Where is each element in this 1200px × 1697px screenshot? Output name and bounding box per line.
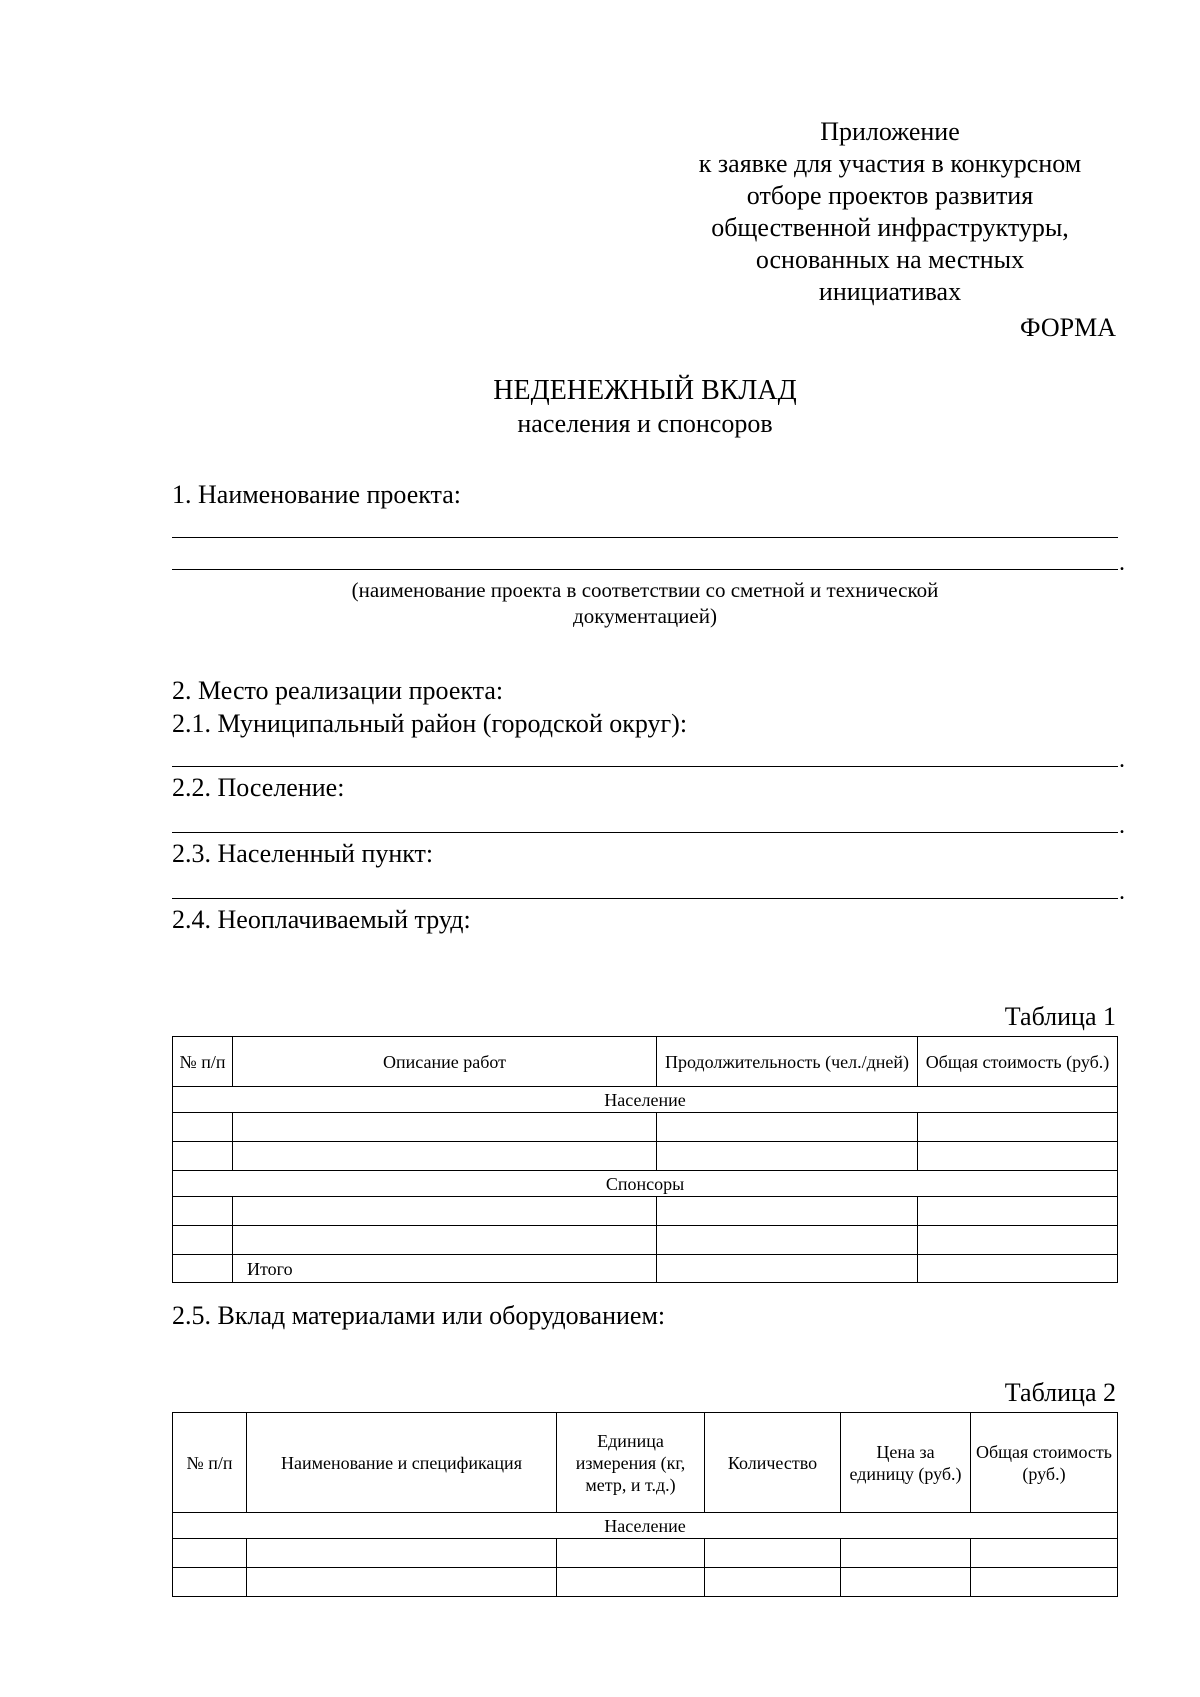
- cell-total[interactable]: [918, 1113, 1118, 1142]
- cell-total[interactable]: [918, 1226, 1118, 1255]
- annex-block: [670, 116, 1110, 308]
- section2-2-label: 2.2. Поселение:: [172, 773, 345, 802]
- section2-label: 2. Место реализации проекта:: [172, 676, 504, 705]
- document-title: НЕДЕНЕЖНЫЙ ВКЛАД: [493, 375, 797, 406]
- document-subtitle: населения и спонсоров: [517, 409, 773, 438]
- annex-line: отборе проектов развития: [746, 181, 1034, 210]
- table-row: [173, 1142, 1118, 1171]
- annex-line: к заявке для участия в конкурсном: [698, 149, 1082, 178]
- line-end-dot: .: [1119, 813, 1125, 839]
- cell-duration[interactable]: [657, 1255, 918, 1283]
- header-name: Наименование и спецификация: [247, 1413, 557, 1513]
- line-end-dot: .: [1119, 879, 1125, 905]
- cell-num[interactable]: [173, 1197, 233, 1226]
- table-row: [173, 1197, 1118, 1226]
- cell-total[interactable]: [971, 1568, 1118, 1597]
- section1-label: 1. Наименование проекта:: [172, 480, 461, 509]
- group-row-population: [173, 1087, 1118, 1113]
- header-num: № п/п: [173, 1413, 247, 1513]
- annex-line: общественной инфраструктуры,: [711, 213, 1069, 242]
- cell-total[interactable]: [918, 1197, 1118, 1226]
- table-row: [173, 1113, 1118, 1142]
- cell-duration[interactable]: [657, 1142, 918, 1171]
- cell-description[interactable]: [233, 1142, 657, 1171]
- group-label: Население: [173, 1087, 1118, 1113]
- table-unpaid-labor: [172, 1036, 1118, 1283]
- group-row-sponsors: [173, 1171, 1118, 1197]
- cell-num[interactable]: [173, 1568, 247, 1597]
- group-label: Население: [173, 1513, 1118, 1539]
- cell-price[interactable]: [841, 1539, 971, 1568]
- header-description: Описание работ: [233, 1037, 657, 1087]
- table1-caption: Таблица 1: [1004, 1002, 1116, 1031]
- section2-3-label: 2.3. Населенный пункт:: [172, 839, 434, 868]
- annex-line: Приложение: [820, 117, 960, 146]
- table-row: [173, 1226, 1118, 1255]
- cell-name[interactable]: [247, 1539, 557, 1568]
- header-num: № п/п: [173, 1037, 233, 1087]
- header-total: Общая стоимость (руб.): [971, 1413, 1118, 1513]
- cell-num[interactable]: [173, 1226, 233, 1255]
- table-header-row: [173, 1037, 1118, 1087]
- section2-4-label: 2.4. Неоплачиваемый труд:: [172, 905, 471, 934]
- project-name-line-2[interactable]: [172, 569, 1118, 570]
- cell-unit[interactable]: [557, 1539, 705, 1568]
- line-end-dot: .: [1119, 550, 1125, 576]
- table-row: [173, 1568, 1118, 1597]
- cell-duration[interactable]: [657, 1197, 918, 1226]
- cell-total[interactable]: [971, 1539, 1118, 1568]
- annex-line: основанных на местных: [755, 245, 1025, 274]
- cell-quantity[interactable]: [705, 1539, 841, 1568]
- table-total-row: [173, 1255, 1118, 1283]
- settlement-line[interactable]: [172, 832, 1118, 833]
- line-end-dot: .: [1119, 747, 1125, 773]
- locality-line[interactable]: [172, 898, 1118, 899]
- section2-5-label: 2.5. Вклад материалами или оборудованием:: [172, 1301, 666, 1330]
- header-unit: Единица измерения (кг, метр, и т.д.): [557, 1413, 705, 1513]
- table-materials: [172, 1412, 1118, 1597]
- cell-total[interactable]: [918, 1255, 1118, 1283]
- project-name-line-1[interactable]: [172, 537, 1118, 538]
- form-label: ФОРМА: [1020, 313, 1116, 342]
- table-row: [173, 1539, 1118, 1568]
- cell-duration[interactable]: [657, 1226, 918, 1255]
- header-price: Цена за единицу (руб.): [841, 1413, 971, 1513]
- cell-num[interactable]: [173, 1142, 233, 1171]
- cell-description[interactable]: [233, 1197, 657, 1226]
- cell-unit[interactable]: [557, 1568, 705, 1597]
- group-row-population: [173, 1513, 1118, 1539]
- cell-total[interactable]: [918, 1142, 1118, 1171]
- cell-num[interactable]: [173, 1539, 247, 1568]
- section2-1-label: 2.1. Муниципальный район (городской округ):: [172, 709, 688, 738]
- header-duration: Продолжительность (чел./дней): [657, 1037, 918, 1087]
- cell-num[interactable]: [173, 1255, 233, 1283]
- project-name-note: (наименование проекта в соответствии со сметной и технической документацией): [351, 578, 939, 628]
- table2-caption: Таблица 2: [1004, 1378, 1116, 1407]
- cell-num[interactable]: [173, 1113, 233, 1142]
- cell-description[interactable]: [233, 1113, 657, 1142]
- cell-price[interactable]: [841, 1568, 971, 1597]
- cell-description[interactable]: [233, 1226, 657, 1255]
- table-header-row: [173, 1413, 1118, 1513]
- cell-name[interactable]: [247, 1568, 557, 1597]
- group-label: Спонсоры: [173, 1171, 1118, 1197]
- district-line[interactable]: [172, 766, 1118, 767]
- cell-quantity[interactable]: [705, 1568, 841, 1597]
- total-label: Итого: [233, 1255, 657, 1283]
- cell-duration[interactable]: [657, 1113, 918, 1142]
- annex-line: инициативах: [818, 277, 962, 306]
- header-quantity: Количество: [705, 1413, 841, 1513]
- header-total: Общая стоимость (руб.): [918, 1037, 1118, 1087]
